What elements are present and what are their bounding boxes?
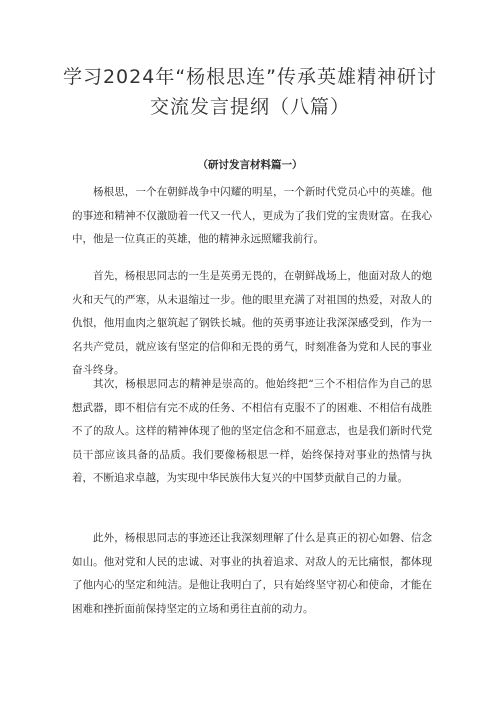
paragraph-3: 其次，杨根思同志的精神是崇高的。他始终把“三个不相信作为自己的思想武器，即不相信有完不成的任务、不相信有克服不了的困难、不相信有战胜不了的敌人。这样的精神体现了他的坚定信念和不屈意志，也是我们新时代党员干部应该具备的品质。我们要像杨根思一样，始终保持对事业的热情与执着，不断追求卓越，为实现中华民族伟大复兴的中国梦贡献自己的力量。 xyxy=(72,378,432,484)
paragraph-4: 此外，杨根思同志的事迹还让我深刻理解了什么是真正的初心如磐、信念如山。他对党和人民的忠诚、对事业的执着追求、对敌人的无比痛恨，都体现了他内心的坚定和纯洁。是他让我明白了，只有始终坚守初心和使命，才能在困难和挫折面前保持坚定的立场和勇往直前的动力。 xyxy=(72,532,432,615)
document-title-line-1: 学习2024年“杨根思连”传承英雄精神研讨 xyxy=(62,66,438,88)
paragraph-2: 首先，杨根思同志的一生是英勇无畏的，在朝鲜战场上，他面对敌人的炮火和天气的严寒，从未退缩过一步。他的眼里充满了对祖国的热爱，对敌人的仇恨，他用血肉之躯筑起了钢铁长城。他的英勇事迹让我深深感受到，作为一名共产党员，就应该有坚定的信仰和无畏的勇气，时刻准备为党和人民的事业奋斗终身。 xyxy=(72,270,432,376)
section-heading: （研讨发言材料篇一） xyxy=(197,159,303,171)
document-title-line-2: 交流发言提纲（八篇） xyxy=(149,96,350,118)
paragraph-1: 杨根思，一个在朝鲜战争中闪耀的明星，一个新时代党员心中的英雄。他的事迹和精神不仅激励着一代又一代人，更成为了我们党的宝贵财富。在我心中，他是一位真正的英雄，他的精神永远照耀我前行。 xyxy=(72,186,432,245)
